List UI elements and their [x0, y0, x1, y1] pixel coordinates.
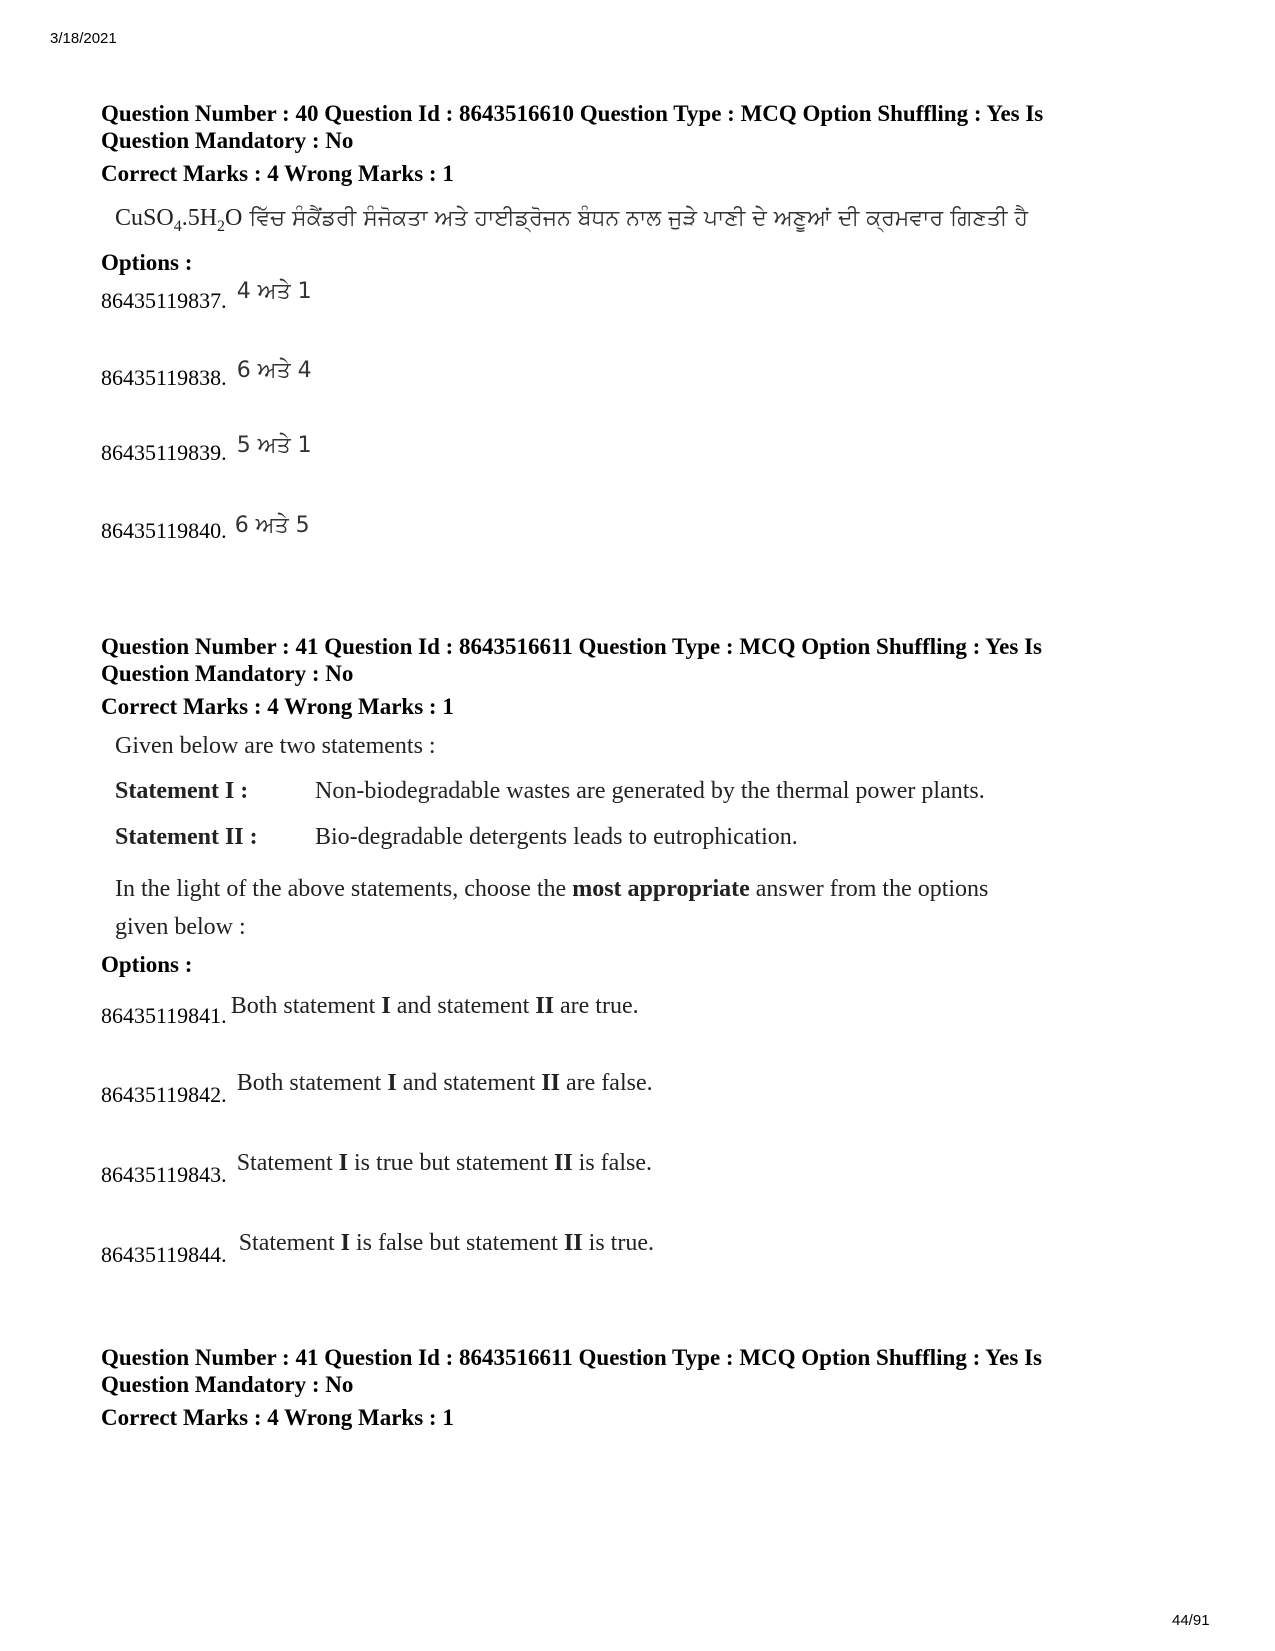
question-41-header: [101, 633, 1042, 720]
question-40-stem: [115, 205, 1028, 236]
question-41-repeat-header: [101, 1344, 1042, 1431]
options-label: Options :: [101, 250, 193, 275]
options-label: Options :: [101, 952, 193, 977]
option-id: 86435119843.: [101, 1162, 227, 1187]
option-id: 86435119841.: [101, 1003, 227, 1028]
question-41-header-line1: Question Number : 41 Question Id : 8643516611 Question Type : MCQ Option Shuffling : Yes Is: [101, 634, 1042, 659]
option-row: [101, 1070, 653, 1109]
option-text: Statement I is false but statement II is true.: [238, 1230, 654, 1256]
option-id: 86435119838.: [101, 365, 227, 390]
instruction-text: answer from the options: [749, 876, 989, 902]
question-41-header-line2: Question Mandatory : No: [101, 661, 354, 686]
formula-part: CuSO: [115, 205, 174, 231]
option-id: 86435119844.: [101, 1242, 227, 1267]
option-row: [101, 358, 312, 391]
instruction-emphasis: most appropriate: [572, 876, 750, 902]
statement-2-label: Statement II :: [115, 824, 258, 850]
option-row: [101, 513, 310, 544]
option-text: 6 ਅਤੇ 5: [234, 513, 310, 538]
option-id: 86435119839.: [101, 440, 227, 465]
question-40-header-line1: Question Number : 40 Question Id : 8643516610 Question Type : MCQ Option Shuffling : Yes Is: [101, 101, 1044, 126]
formula-subscript: 2: [217, 217, 226, 235]
formula-subscript: 4: [173, 217, 182, 235]
option-row: [101, 993, 639, 1030]
option-row: [101, 1150, 652, 1189]
statement-2-text: Bio-degradable detergents leads to eutrophication.: [315, 824, 798, 850]
question-40-stem-text: ਵਿੱਚ ਸੰਕੈਂਡਰੀ ਸੰਜੋਕਤਾ ਅਤੇ ਹਾਈਡ੍ਰੋਜਨ ਬੰਧਨ ਨਾਲ ਜੁੜੇ ਪਾਣੀ ਦੇ ਅਣੂਆਂ ਦੀ ਕ੍ਰਮਵਾਰ ਗਿਣਤੀ ਹੈ: [242, 206, 1028, 231]
option-text: 5 ਅਤੇ 1: [236, 433, 312, 458]
option-row: [101, 279, 312, 314]
page-number: 44/91: [1172, 1612, 1210, 1629]
option-id: 86435119837.: [101, 288, 227, 313]
statement-1: [115, 778, 985, 805]
statement-1-text: Non-biodegradable wastes are generated by the thermal power plants.: [315, 778, 985, 804]
statement-2: [115, 824, 798, 851]
option-text: Statement I is true but statement II is false.: [236, 1150, 652, 1176]
instruction-text: given below :: [115, 914, 246, 940]
option-id: 86435119840.: [101, 518, 227, 543]
option-text: Both statement I and statement II are true.: [230, 993, 639, 1019]
question-41-repeat-header-line1: Question Number : 41 Question Id : 8643516611 Question Type : MCQ Option Shuffling : Yes Is: [101, 1345, 1042, 1370]
question-40-header: [101, 100, 1043, 187]
question-41-instruction: [115, 870, 1195, 946]
question-40-header-line2: Question Mandatory : No: [101, 128, 354, 153]
question-41-intro: Given below are two statements :: [115, 733, 436, 759]
statement-1-label: Statement I :: [115, 778, 249, 804]
option-text: 4 ਅਤੇ 1: [236, 279, 312, 304]
formula-part: .5H: [181, 205, 218, 231]
question-41-repeat-marks: Correct Marks : 4 Wrong Marks : 1: [101, 1405, 454, 1430]
formula-part: O: [225, 205, 243, 231]
option-row: [101, 1230, 654, 1269]
option-row: [101, 433, 312, 466]
option-text: 6 ਅਤੇ 4: [236, 358, 312, 383]
instruction-text: In the light of the above statements, choose the: [115, 876, 573, 902]
option-text: Both statement I and statement II are false.: [236, 1070, 653, 1096]
question-40-marks: Correct Marks : 4 Wrong Marks : 1: [101, 161, 454, 186]
question-41-repeat-header-line2: Question Mandatory : No: [101, 1372, 354, 1397]
print-date: 3/18/2021: [50, 30, 117, 47]
option-id: 86435119842.: [101, 1082, 227, 1107]
question-41-marks: Correct Marks : 4 Wrong Marks : 1: [101, 694, 454, 719]
